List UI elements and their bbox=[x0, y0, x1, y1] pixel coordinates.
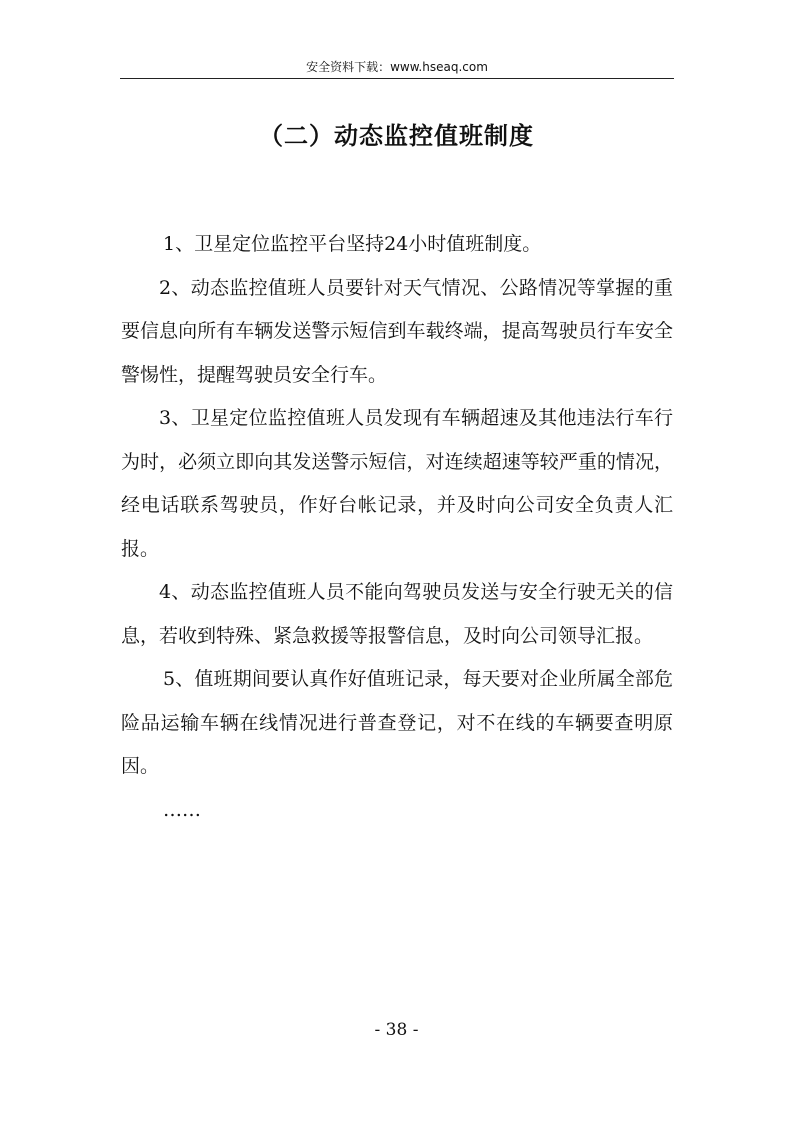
ellipsis: …… bbox=[163, 798, 201, 821]
header-divider bbox=[120, 78, 674, 79]
document-body bbox=[121, 223, 673, 832]
section-title: （二）动态监控值班制度 bbox=[259, 122, 534, 150]
page-number: - 38 - bbox=[374, 1020, 419, 1040]
paragraph-1: 1、卫星定位监控平台坚持24小时值班制度。 bbox=[163, 233, 542, 255]
header-text: 安全资料下载：www.hseaq.com bbox=[306, 60, 488, 74]
page-header bbox=[120, 58, 674, 76]
paragraph-3: 3、卫星定位监控值班人员发现有车辆超速及其他违法行车行为时，必须立即向其发送警示短信，对连续超速等较严重的情况，经电话联系驾驶员，作好台帐记录，并及时向公司安全负责人汇报。 bbox=[121, 407, 673, 560]
paragraph-5: 5、值班期间要认真作好值班记录，每天要对企业所属全部危险品运输车辆在线情况进行普查登记，对不在线的车辆要查明原因。 bbox=[121, 668, 673, 777]
paragraph-2: 2、动态监控值班人员要针对天气情况、公路情况等掌握的重要信息向所有车辆发送警示短信到车载终端，提高驾驶员行车安全警惕性，提醒驾驶员安全行车。 bbox=[121, 276, 673, 386]
paragraph-4: 4、动态监控值班人员不能向驾驶员发送与安全行驶无关的信息，若收到特殊、紧急救援等报警信息，及时向公司领导汇报。 bbox=[121, 581, 673, 647]
